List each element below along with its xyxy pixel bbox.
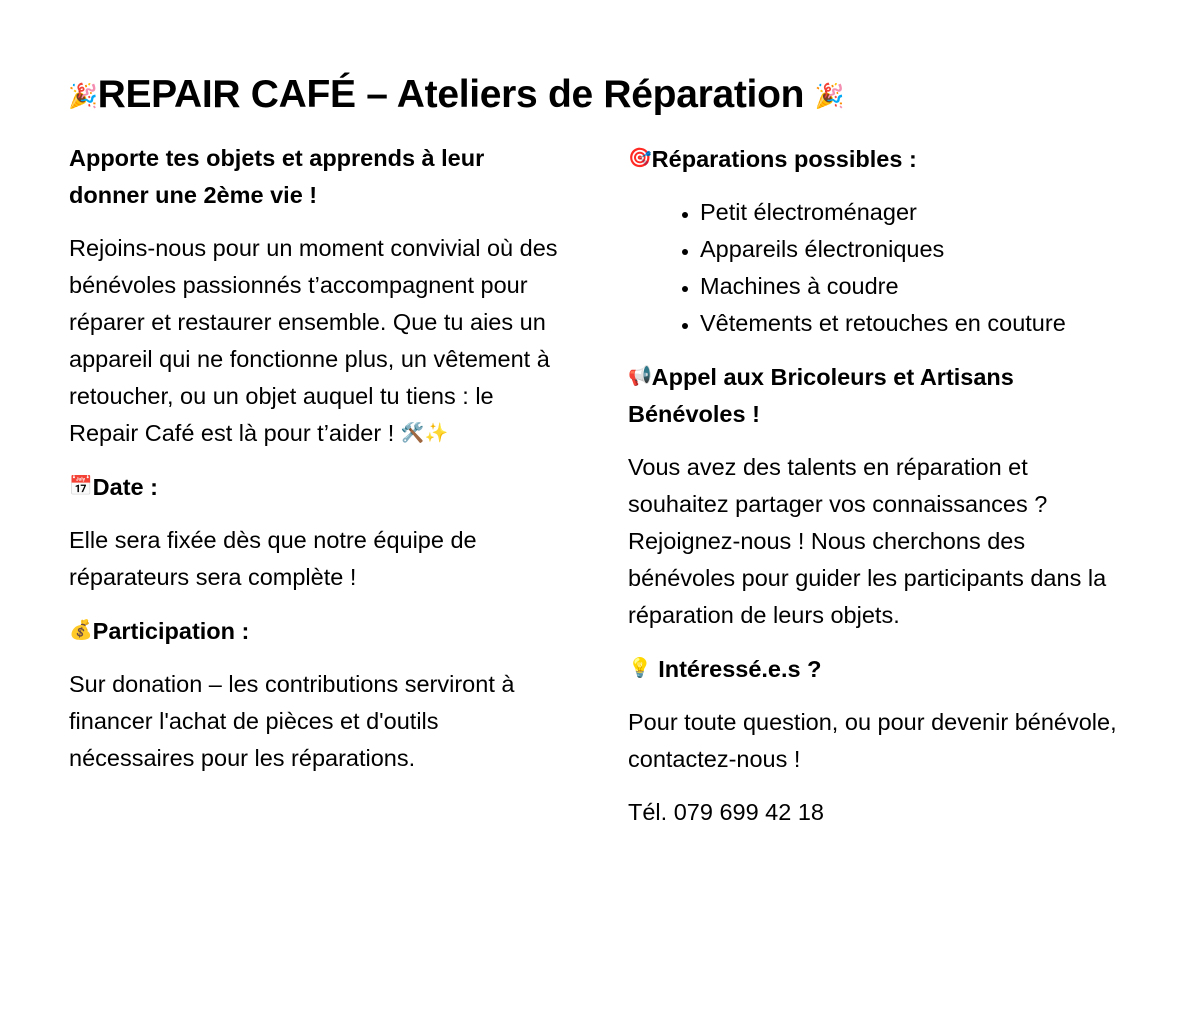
target-icon: 🎯	[628, 148, 652, 169]
calendar-icon: 📅	[69, 476, 93, 497]
repairs-list	[628, 194, 1128, 342]
list-item: • Appareils électroniques	[700, 231, 1128, 268]
participation-heading: 💰Participation :	[69, 618, 250, 644]
party-popper-icon: 🎉	[814, 83, 845, 110]
date-heading: 📅Date :	[69, 474, 158, 500]
volunteers-heading: 📢Appel aux Bricoleurs et Artisans Bénévoles !	[628, 364, 1014, 427]
left-column	[69, 140, 569, 793]
contact-heading: 💡 Intéressé.e.s ?	[628, 656, 822, 682]
volunteers-text: Vous avez des talents en réparation et souhaitez partager vos connaissances ? Rejoignez-nous ! Nous cherchons des bénévoles pour guider les participants dans la réparation de leurs objets.	[628, 454, 1107, 628]
money-bag-icon: 💰	[69, 620, 93, 641]
page-title	[68, 70, 1128, 122]
contact-text: Pour toute question, ou pour devenir bénévole, contactez-nous !	[628, 709, 1117, 772]
party-popper-icon: 🎉	[68, 83, 98, 110]
list-item: • Vêtements et retouches en couture	[700, 305, 1128, 342]
light-bulb-icon: 💡	[628, 658, 652, 679]
intro-text: Rejoins-nous pour un moment convivial où des bénévoles passionnés t’accompagnent pour réparer et restaurer ensemble. Que tu aies un appareil qui ne fonctionne plus, un vêtement à retoucher, ou un objet auquel tu tiens : le Repair Café est là pour t’aider ! 🛠️✨	[69, 235, 558, 446]
phone-number: Tél. 079 699 42 18	[628, 799, 824, 825]
participation-text: Sur donation – les contributions serviront à financer l'achat de pièces et d'outils nécessaires pour les réparations.	[69, 671, 515, 771]
list-item: • Petit électroménager	[700, 194, 1128, 231]
date-text: Elle sera fixée dès que notre équipe de réparateurs sera complète !	[69, 527, 477, 590]
megaphone-icon: 📢	[628, 366, 652, 387]
page-title-text: REPAIR CAFÉ – Ateliers de Réparation	[97, 73, 805, 116]
intro-heading: Apporte tes objets et apprends à leur donner une 2ème vie !	[69, 145, 485, 208]
right-column	[628, 140, 1128, 847]
list-item: • Machines à coudre	[700, 268, 1128, 305]
repairs-heading: 🎯Réparations possibles :	[628, 146, 917, 172]
tools-sparkles-icon: 🛠️✨	[400, 423, 449, 444]
